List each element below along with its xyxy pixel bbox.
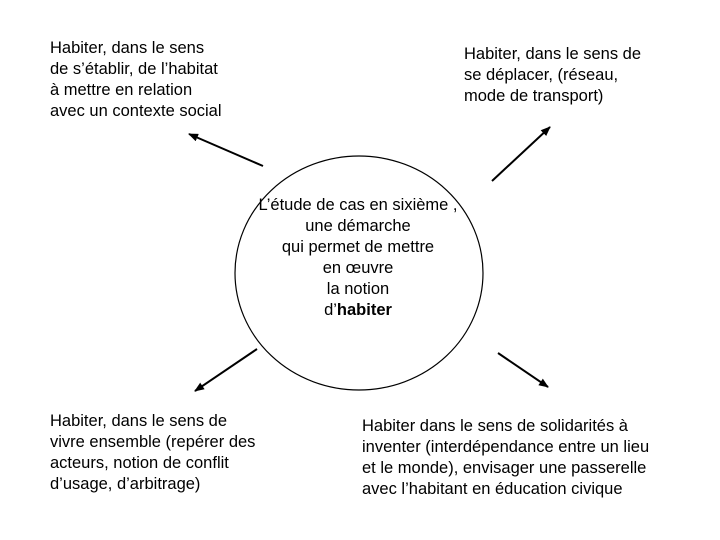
- arrow-top-left: [189, 134, 263, 166]
- bottom-left-line: Habiter, dans le sens de: [50, 412, 228, 430]
- top-right-line: mode de transport): [464, 87, 604, 105]
- top-left-line: de s’établir, de l’habitat: [50, 60, 218, 78]
- bottom-right-text: [362, 416, 649, 500]
- bottom-right-line: avec l’habitant en éducation civique: [362, 480, 623, 498]
- center-last-prefix: d’: [324, 301, 337, 319]
- bottom-left-line: acteurs, notion de conflit: [50, 454, 229, 472]
- bottom-right-line: inventer (interdépendance entre un lieu: [362, 438, 650, 456]
- center-line: qui permet de mettre: [281, 238, 435, 256]
- arrow-top-right: [492, 127, 550, 181]
- center-text: [238, 195, 478, 321]
- bottom-left-line: vivre ensemble (repérer des: [50, 433, 256, 451]
- arrow-bottom-left: [195, 349, 257, 391]
- bottom-right-line: et le monde), envisager une passerelle: [362, 459, 647, 477]
- bottom-left-line: d’usage, d’arbitrage): [50, 475, 201, 493]
- bottom-left-text: [50, 411, 255, 495]
- center-line: la notion: [326, 280, 390, 298]
- top-left-line: à mettre en relation: [50, 81, 193, 99]
- top-left-line: Habiter, dans le sens: [50, 39, 205, 57]
- arrow-bottom-right: [498, 353, 548, 387]
- center-keyword: habiter: [336, 301, 392, 319]
- center-line: en œuvre: [322, 259, 394, 277]
- top-right-line: Habiter, dans le sens de: [464, 45, 642, 63]
- center-last-line: [238, 300, 478, 321]
- top-right-text: [464, 44, 641, 107]
- top-left-line: avec un contexte social: [50, 102, 222, 120]
- top-left-text: [50, 38, 222, 122]
- center-line: une démarche: [305, 217, 411, 235]
- top-right-line: se déplacer, (réseau,: [464, 66, 619, 84]
- bottom-right-line: Habiter dans le sens de solidarités à: [362, 417, 628, 435]
- center-line: L’étude de cas en sixième ,: [258, 196, 458, 214]
